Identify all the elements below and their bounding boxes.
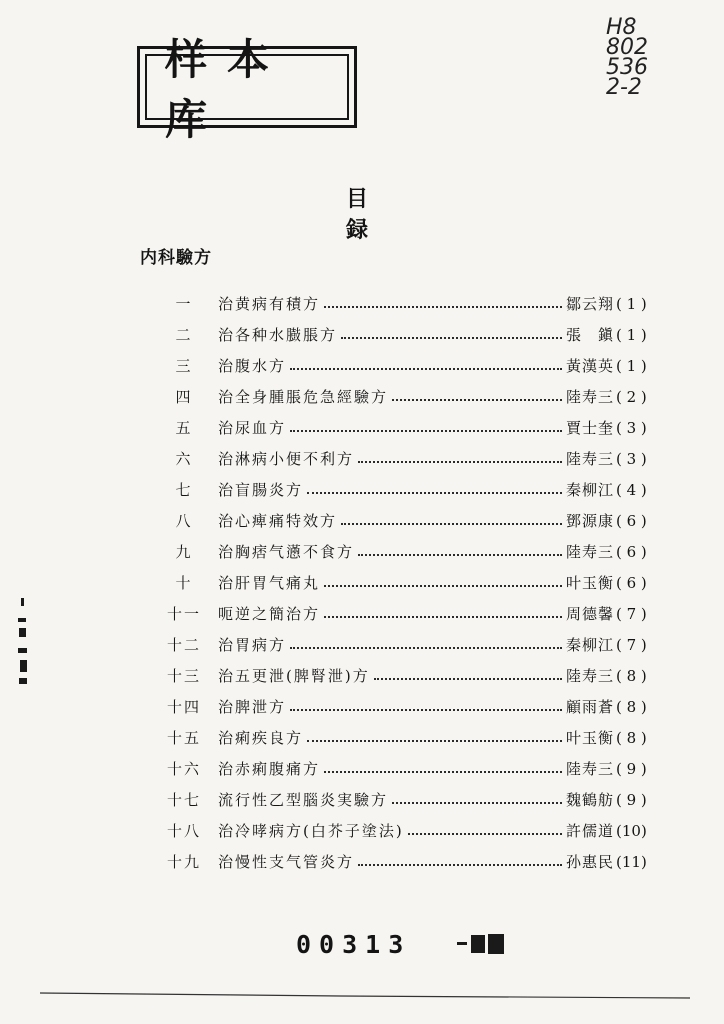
dot-leader xyxy=(408,831,562,835)
dot-leader xyxy=(307,490,562,494)
entry-author: 陸寿三 xyxy=(565,388,614,406)
entry-page: ( 8 ) xyxy=(616,666,647,685)
ink-smudge xyxy=(455,932,507,956)
entry-author: 陸寿三 xyxy=(565,760,614,778)
toc-entry xyxy=(150,381,670,412)
entry-number: 七 xyxy=(175,481,193,499)
entry-title: 治心痺痛特效方 xyxy=(218,512,338,530)
library-stamp xyxy=(137,35,357,144)
entry-page: ( 6 ) xyxy=(616,542,647,561)
entry-page: ( 3 ) xyxy=(616,418,647,437)
entry-number: 十五 xyxy=(166,729,201,747)
entry-title: 治痢疾良方 xyxy=(218,729,304,747)
entry-number: 十八 xyxy=(166,822,201,840)
entry-number: 十四 xyxy=(166,698,201,716)
toc-entry xyxy=(150,350,670,381)
stamp-text: 样本库 xyxy=(145,54,349,120)
entry-page: ( 7 ) xyxy=(616,604,647,623)
entry-title: 治肝胃气痛丸 xyxy=(218,574,321,592)
entry-author: 秦柳江 xyxy=(565,636,614,654)
toc-entry xyxy=(150,784,670,815)
entry-number: 十 xyxy=(175,574,193,592)
entry-page: ( 2 ) xyxy=(616,387,647,406)
entry-page: ( 3 ) xyxy=(616,449,647,468)
dot-leader xyxy=(307,738,562,742)
entry-author: 黃漢英 xyxy=(565,357,614,375)
dot-leader xyxy=(324,583,562,587)
entry-title: 治胸痞气懣不食方 xyxy=(218,543,355,561)
entry-title: 治腹水方 xyxy=(218,357,287,375)
entry-author: 陸寿三 xyxy=(565,667,614,685)
entry-number: 十七 xyxy=(166,791,201,809)
entry-author: 秦柳江 xyxy=(565,481,614,499)
entry-author: 孙惠民 xyxy=(565,853,614,871)
shelf-mark-line: 2-2 xyxy=(606,75,642,100)
section-heading: 内科驗方 xyxy=(140,248,212,268)
entry-page: ( 1 ) xyxy=(616,325,647,344)
entry-number: 九 xyxy=(175,543,193,561)
toc-entry xyxy=(150,567,670,598)
dot-leader xyxy=(324,614,562,618)
entry-author: 叶玉衡 xyxy=(565,574,614,592)
dot-leader xyxy=(290,428,562,432)
entry-number: 十九 xyxy=(166,853,201,871)
entry-number: 十六 xyxy=(166,760,201,778)
entry-author: 許儒道 xyxy=(565,822,614,840)
toc-entry xyxy=(150,443,670,474)
toc-entry xyxy=(150,660,670,691)
toc-entry xyxy=(150,846,670,877)
dot-leader xyxy=(358,459,562,463)
entry-number: 三 xyxy=(175,357,193,375)
toc-entry xyxy=(150,474,670,505)
page-title: 目録 xyxy=(346,186,409,243)
dot-leader xyxy=(374,676,562,680)
entry-number: 十三 xyxy=(166,667,201,685)
entry-title: 治冷哮病方(白芥子塗法) xyxy=(218,822,404,840)
toc-entry xyxy=(150,505,670,536)
dot-leader xyxy=(290,707,562,711)
entry-author: 周德馨 xyxy=(565,605,614,623)
dot-leader xyxy=(358,552,562,556)
entry-number: 一 xyxy=(175,295,193,313)
dot-leader xyxy=(324,304,562,308)
dot-leader xyxy=(392,397,562,401)
entry-page: ( 8 ) xyxy=(616,728,647,747)
entry-author: 賈士奎 xyxy=(565,419,614,437)
entry-author: 陸寿三 xyxy=(565,543,614,561)
entry-author: 鄧源康 xyxy=(565,512,614,530)
entry-page: ( 6 ) xyxy=(616,511,647,530)
entry-page: ( 9 ) xyxy=(616,759,647,778)
entry-title: 治赤痢腹痛方 xyxy=(218,760,321,778)
entry-page: (10) xyxy=(616,821,647,840)
bottom-edge-line xyxy=(40,986,690,998)
toc-entry xyxy=(150,288,670,319)
entry-title: 呃逆之簡治方 xyxy=(218,605,321,623)
handwritten-shelf-mark xyxy=(606,15,686,100)
entry-page: ( 9 ) xyxy=(616,790,647,809)
entry-title: 治五更泄(脾腎泄)方 xyxy=(218,667,370,685)
entry-title: 治盲腸炎方 xyxy=(218,481,304,499)
toc-entry xyxy=(150,753,670,784)
dot-leader xyxy=(358,862,562,866)
dot-leader xyxy=(324,769,562,773)
serial-number: 00313 xyxy=(296,930,412,959)
toc-entry xyxy=(150,598,670,629)
entry-author: 叶玉衡 xyxy=(565,729,614,747)
entry-page: ( 1 ) xyxy=(616,356,647,375)
toc-entry xyxy=(150,536,670,567)
margin-marks xyxy=(14,598,32,688)
shelf-mark-line: 536 xyxy=(606,55,648,80)
dot-leader xyxy=(290,645,562,649)
dot-leader xyxy=(341,335,562,339)
entry-number: 二 xyxy=(175,326,193,344)
entry-page: ( 7 ) xyxy=(616,635,647,654)
entry-title: 治胃病方 xyxy=(218,636,287,654)
entry-number: 十二 xyxy=(166,636,201,654)
toc-entry xyxy=(150,691,670,722)
shelf-mark-line: H8 xyxy=(606,15,637,40)
entry-author: 顧雨蒼 xyxy=(565,698,614,716)
table-of-contents xyxy=(150,288,670,877)
entry-page: (11) xyxy=(616,852,647,871)
toc-entry xyxy=(150,412,670,443)
shelf-mark-line: 802 xyxy=(606,35,648,60)
entry-title: 治尿血方 xyxy=(218,419,287,437)
entry-author: 魏鶴舫 xyxy=(565,791,614,809)
toc-entry xyxy=(150,319,670,350)
entry-author: 陸寿三 xyxy=(565,450,614,468)
entry-number: 五 xyxy=(175,419,193,437)
entry-title: 治淋病小便不利方 xyxy=(218,450,355,468)
entry-title: 治各种水臌脹方 xyxy=(218,326,338,344)
entry-author: 張 鎭 xyxy=(565,326,614,344)
entry-number: 四 xyxy=(175,388,193,406)
toc-entry xyxy=(150,722,670,753)
dot-leader xyxy=(392,800,562,804)
entry-number: 十一 xyxy=(166,605,201,623)
entry-number: 六 xyxy=(175,450,193,468)
entry-number: 八 xyxy=(175,512,193,530)
dot-leader xyxy=(341,521,562,525)
entry-title: 流行性乙型腦炎実驗方 xyxy=(218,791,389,809)
entry-page: ( 6 ) xyxy=(616,573,647,592)
entry-author: 鄒云翔 xyxy=(565,295,614,313)
entry-title: 治慢性支气管炎方 xyxy=(218,853,355,871)
dot-leader xyxy=(290,366,562,370)
entry-title: 治黄病有積方 xyxy=(218,295,321,313)
entry-title: 治脾泄方 xyxy=(218,698,287,716)
entry-page: ( 8 ) xyxy=(616,697,647,716)
toc-entry xyxy=(150,629,670,660)
entry-title: 治全身腫脹危急經驗方 xyxy=(218,388,389,406)
entry-page: ( 4 ) xyxy=(616,480,647,499)
toc-entry xyxy=(150,815,670,846)
entry-page: ( 1 ) xyxy=(616,294,647,313)
